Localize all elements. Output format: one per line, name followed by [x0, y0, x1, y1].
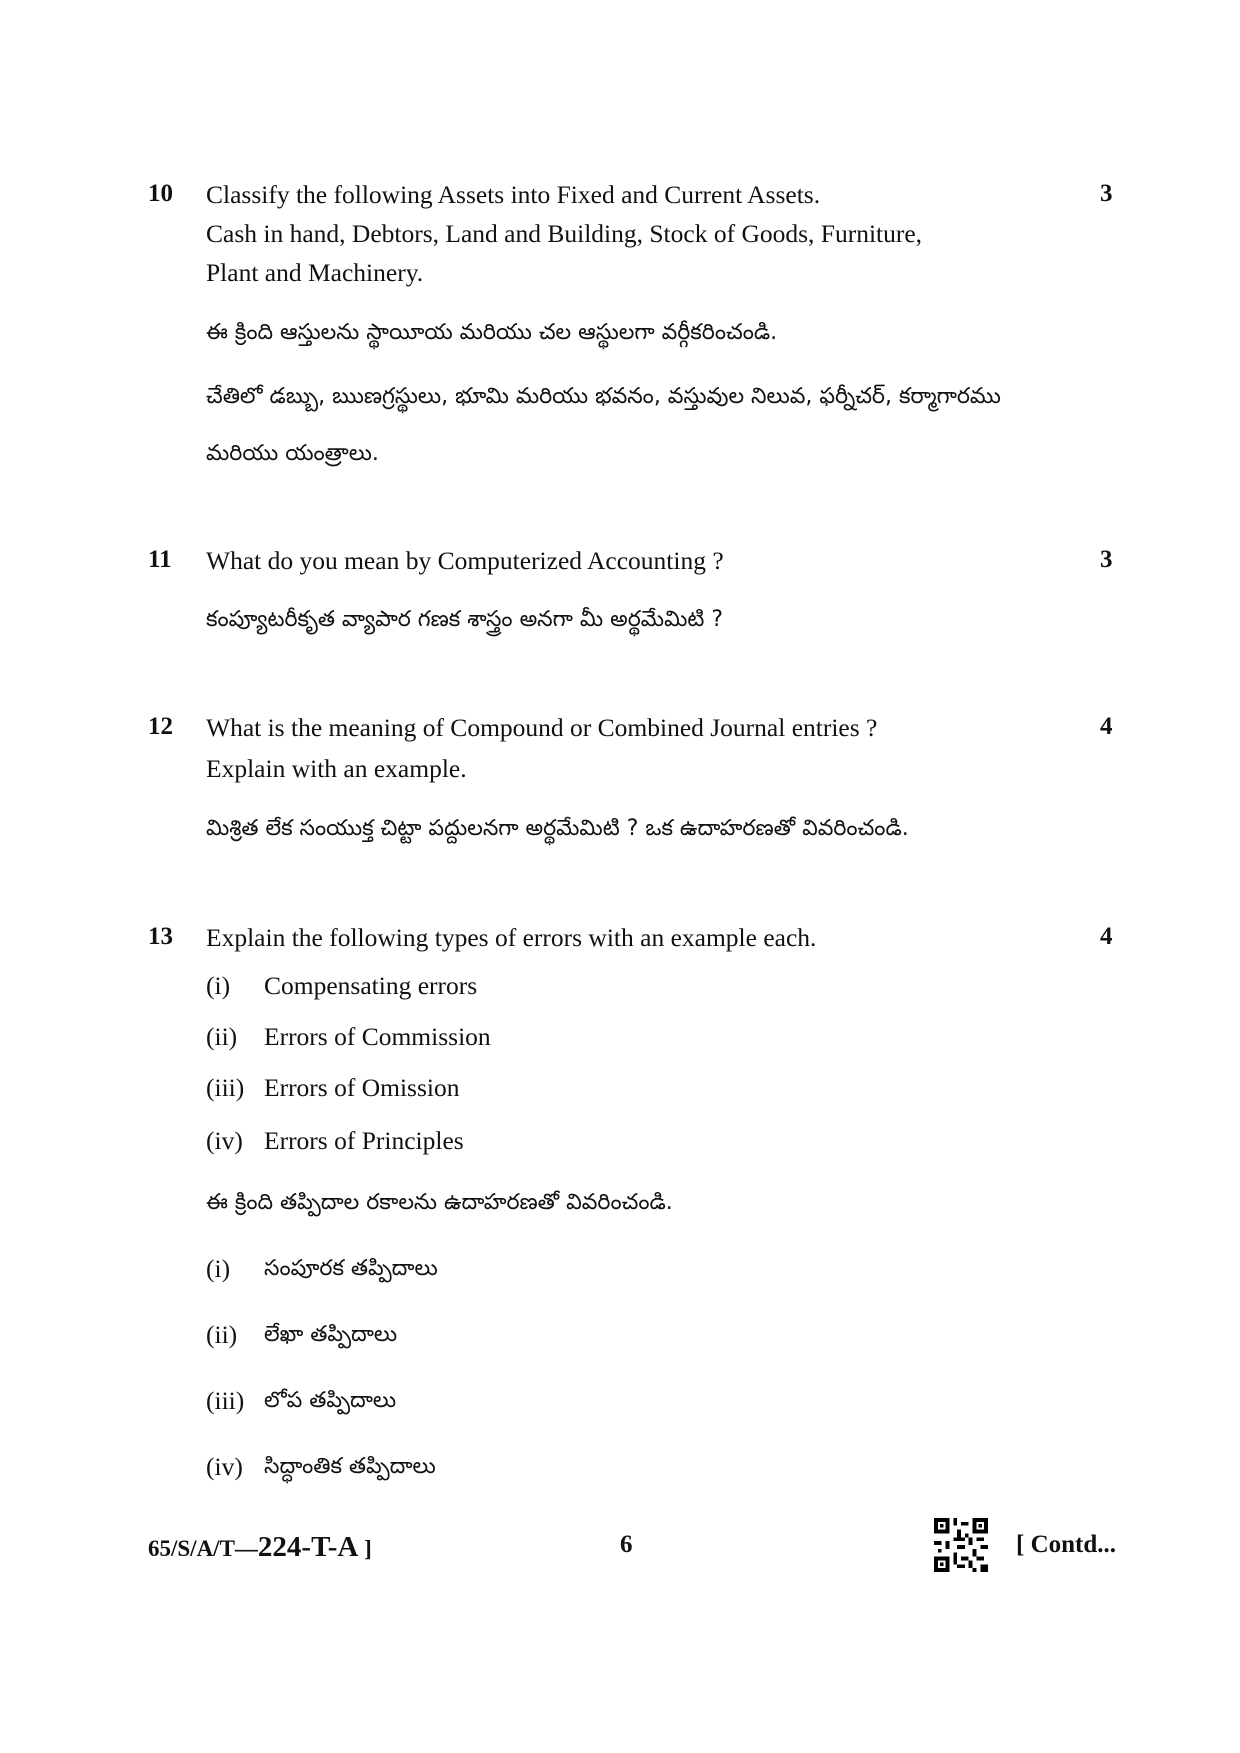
question-english-line: Plant and Machinery. [206, 258, 424, 287]
question-telugu-line: మిశ్రిత లేక సంయుక్త చిట్టా పద్దులనగా అర్థమేమిటి ? ఒక ఉదాహరణతో వివరించండి. [206, 816, 909, 841]
sub-item-text: Errors of Omission [264, 1073, 460, 1102]
question-english-line: Cash in hand, Debtors, Land and Building, Stock of Goods, Furniture, [206, 219, 923, 248]
question-telugu-line: మరియు యంత్రాలు. [206, 441, 379, 466]
sub-item-text: లోప తప్పిదాలు [264, 1388, 397, 1413]
question-telugu-line: ఈ క్రింది ఆస్తులను స్థాయీయ మరియు చల ఆస్థులగా వర్గీకరించండి. [206, 320, 778, 345]
paper-code [148, 1531, 372, 1564]
question-english-line: Explain the following types of errors with an example each. [206, 923, 817, 952]
paper-code-main: 224-T-A [257, 1531, 359, 1563]
question-number: 10 [148, 180, 173, 207]
question-number: 13 [148, 923, 173, 950]
sub-item-roman: (i) [206, 1254, 231, 1283]
paper-code-prefix: 65/S/A/T— [148, 1536, 258, 1561]
sub-item-text: సంపూరక తప్పిదాలు [264, 1256, 438, 1281]
sub-item-roman: (ii) [206, 1022, 238, 1051]
question-marks: 3 [1100, 546, 1113, 573]
question-number: 12 [148, 713, 173, 740]
sub-item-roman: (i) [206, 971, 231, 1000]
qr-code-icon [934, 1518, 988, 1572]
sub-item-roman: (iii) [206, 1073, 245, 1102]
question-telugu-line: కంప్యూటరీకృత వ్యాపార గణక శాస్త్రం అనగా మీ అర్థమేమిటి ? [206, 607, 723, 632]
question-number: 11 [148, 546, 172, 573]
continued-label: [ Contd... [1016, 1531, 1117, 1558]
question-english-line: What is the meaning of Compound or Combined Journal entries ? [206, 713, 878, 742]
sub-item-roman: (iii) [206, 1386, 245, 1415]
question-telugu-line: ఈ క్రింది తప్పిదాల రకాలను ఉదాహరణతో వివరించండి. [206, 1190, 673, 1215]
sub-item-text: లేఖా తప్పిదాలు [264, 1322, 398, 1347]
sub-item-text: Compensating errors [264, 971, 478, 1000]
question-english-line: Classify the following Assets into Fixed and Current Assets. [206, 180, 821, 209]
sub-item-text: సిద్ధాంతిక తప్పిదాలు [264, 1454, 436, 1479]
question-english-line: Explain with an example. [206, 754, 467, 783]
page-number: 6 [620, 1531, 633, 1558]
question-telugu-line: చేతిలో డబ్బు, ఋణగ్రస్థులు, భూమి మరియు భవనం, వస్తువుల నిలువ, ఫర్నీచర్, కర్మాగారము [206, 384, 1001, 409]
sub-item-roman: (iv) [206, 1126, 243, 1155]
question-english-line: What do you mean by Computerized Accounting ? [206, 546, 724, 575]
sub-item-text: Errors of Commission [264, 1022, 491, 1051]
sub-item-roman: (ii) [206, 1320, 238, 1349]
question-marks: 4 [1100, 923, 1113, 950]
question-marks: 3 [1100, 180, 1113, 207]
sub-item-roman: (iv) [206, 1452, 243, 1481]
question-marks: 4 [1100, 713, 1113, 740]
paper-code-suffix: ] [358, 1536, 372, 1561]
sub-item-text: Errors of Principles [264, 1126, 464, 1155]
